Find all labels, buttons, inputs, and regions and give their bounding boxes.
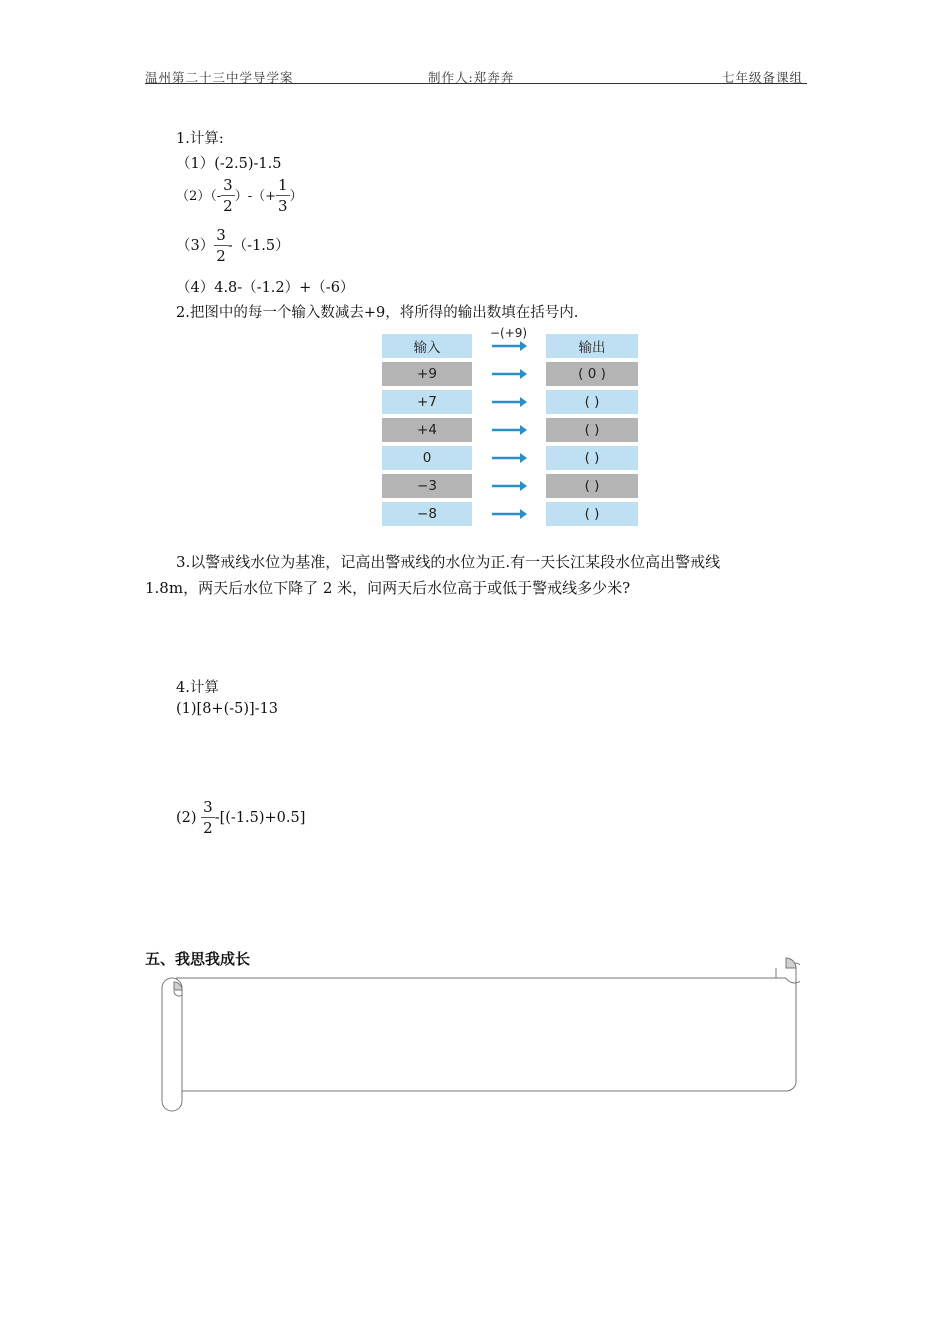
arrow-icon [490,418,528,442]
q4-part2-prefix: (2) [176,810,197,826]
header-right: 七年级备课组 [722,70,804,85]
q4-part2-fraction [201,800,215,836]
q1-part3-prefix: （3） [176,238,215,254]
q1-part2-fraction2 [276,178,290,214]
arrow-icon [490,474,528,498]
scroll-frame [160,955,800,1115]
q1-title: 1.计算: [176,131,224,147]
fraction-numerator: 3 [203,798,213,816]
arrow-icon [490,390,528,414]
q1-part2-mid: ）-（+ [234,189,277,204]
q1-part3 [176,228,290,264]
output-cell: ( ) [546,474,638,498]
input-cell: +9 [382,362,472,386]
output-header: 输出 [546,334,638,358]
arrow-icon [490,502,528,526]
fraction-numerator: 1 [278,176,288,194]
output-cell: ( ) [546,418,638,442]
header-center: 制作人:郑奔奔 [428,70,515,85]
input-cell: 0 [382,446,472,470]
fraction-numerator: 3 [223,176,233,194]
fraction-denominator: 2 [223,197,233,215]
fraction-denominator: 2 [216,247,226,265]
arrow-icon [490,334,528,358]
q1-part4: （4）4.8-（-1.2）+（-6） [176,280,355,296]
header-divider [145,83,807,84]
q1-part2-prefix: （2）（- [176,189,222,204]
q3-line2: 1.8m，两天后水位下降了 2 米，问两天后水位高于或低于警戒线多少米? [145,579,631,597]
output-cell: ( ) [546,390,638,414]
arrow-icon [490,446,528,470]
input-output-diagram [380,326,638,528]
q4-part2 [176,800,305,836]
q1-part2 [176,178,303,214]
q1-part1: （1）(-2.5)-1.5 [176,156,282,172]
q2-title: 2.把图中的每一个输入数减去+9，将所得的输出数填在括号内. [176,305,579,321]
operation-label: −(+9) [490,326,528,340]
q4-part1: (1)[8+(-5)]-13 [176,701,279,717]
q3-line1: 3.以警戒线水位为基准，记高出警戒线的水位为正.有一天长江某段水位高出警戒线 [176,553,721,571]
output-cell: ( ) [546,446,638,470]
output-cell: ( 0 ) [546,362,638,386]
fraction-denominator: 2 [203,819,213,837]
output-cell: ( ) [546,502,638,526]
q1-part3-suffix: -（-1.5） [227,238,290,254]
arrow-icon [490,362,528,386]
input-cell: −8 [382,502,472,526]
input-cell: +7 [382,390,472,414]
q1-part2-suffix: ） [289,189,303,204]
header-left: 温州第二十三中学导学案 [145,70,294,85]
fraction-denominator: 3 [278,197,288,215]
input-cell: +4 [382,418,472,442]
q1-part3-fraction [214,228,228,264]
input-header: 输入 [382,334,472,358]
q4-part2-suffix: -[(-1.5)+0.5] [214,810,306,826]
fraction-numerator: 3 [216,226,226,244]
q1-part2-fraction1 [221,178,235,214]
q4-title: 4.计算 [176,680,219,696]
input-cell: −3 [382,474,472,498]
section-title: 五、我思我成长 [145,950,251,968]
